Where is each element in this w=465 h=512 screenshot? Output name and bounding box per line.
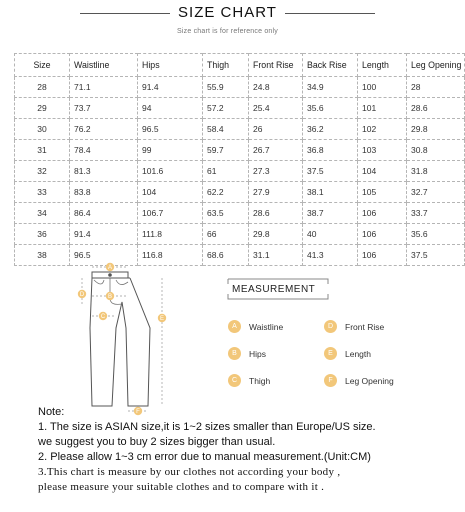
table-cell: 55.9	[203, 77, 249, 98]
column-header: Waistline	[70, 54, 138, 77]
table-cell: 38	[15, 245, 70, 266]
table-cell: 86.4	[70, 203, 138, 224]
table-cell: 111.8	[138, 224, 203, 245]
table-cell: 57.2	[203, 98, 249, 119]
table-row	[15, 77, 465, 98]
table-cell: 36	[15, 224, 70, 245]
table-cell: 31.1	[249, 245, 303, 266]
table-cell: 101	[358, 98, 407, 119]
table-row	[15, 119, 465, 140]
legend-item-front-rise	[324, 320, 384, 333]
marker-c-label: C	[100, 314, 106, 320]
table-row	[15, 182, 465, 203]
table-row	[15, 140, 465, 161]
legend-label-length: Length	[345, 348, 371, 359]
table-cell: 106.7	[138, 203, 203, 224]
marker-d-label: D	[79, 292, 85, 298]
table-cell: 63.5	[203, 203, 249, 224]
table-cell: 58.4	[203, 119, 249, 140]
table-cell: 104	[358, 161, 407, 182]
badge-d-icon: D	[324, 320, 337, 333]
legend-label-leg-opening: Leg Opening	[345, 375, 394, 386]
legend-label-waistline: Waistline	[249, 321, 284, 332]
column-header: Thigh	[203, 54, 249, 77]
table-cell: 68.6	[203, 245, 249, 266]
column-header: Size	[15, 54, 70, 77]
column-header: Hips	[138, 54, 203, 77]
table-cell: 30	[15, 119, 70, 140]
table-cell: 32.7	[407, 182, 465, 203]
table-cell: 35.6	[407, 224, 465, 245]
table-row	[15, 98, 465, 119]
note-line-4: 3.This chart is measure by our clothes not according your body ,	[38, 466, 341, 478]
table-cell: 106	[358, 224, 407, 245]
table-cell: 31.8	[407, 161, 465, 182]
legend-label-front-rise: Front Rise	[345, 321, 385, 332]
table-cell: 94	[138, 98, 203, 119]
table-cell: 59.7	[203, 140, 249, 161]
notes-title: Note:	[38, 406, 65, 418]
table-row	[15, 224, 465, 245]
table-cell: 27.9	[249, 182, 303, 203]
table-cell: 35.6	[303, 98, 358, 119]
table-cell: 41.3	[303, 245, 358, 266]
column-header: Leg Opening	[407, 54, 465, 77]
note-line-3: 2. Please allow 1~3 cm error due to manual measurement.(Unit:CM)	[38, 451, 371, 463]
table-cell: 105	[358, 182, 407, 203]
badge-e-icon: E	[324, 347, 337, 360]
table-cell: 106	[358, 245, 407, 266]
table-cell: 26	[249, 119, 303, 140]
table-header-row	[15, 54, 465, 77]
table-cell: 71.1	[70, 77, 138, 98]
page-title: SIZE CHART	[178, 4, 277, 21]
table-cell: 38.1	[303, 182, 358, 203]
marker-a-label: A	[107, 265, 113, 271]
table-cell: 73.7	[70, 98, 138, 119]
table-cell: 91.4	[70, 224, 138, 245]
note-line-1: 1. The size is ASIAN size,it is 1~2 sizes smaller than Europe/US size.	[38, 421, 376, 433]
marker-e-icon	[158, 314, 166, 322]
table-cell: 28	[407, 77, 465, 98]
table-cell: 33.7	[407, 203, 465, 224]
table-cell: 38.7	[303, 203, 358, 224]
column-header: Front Rise	[249, 54, 303, 77]
table-cell: 96.5	[138, 119, 203, 140]
legend-item-waistline	[228, 320, 283, 333]
table-cell: 99	[138, 140, 203, 161]
table-cell: 33	[15, 182, 70, 203]
size-table	[14, 53, 465, 266]
table-cell: 101.6	[138, 161, 203, 182]
badge-c-icon: C	[228, 374, 241, 387]
table-cell: 104	[138, 182, 203, 203]
table-cell: 28.6	[249, 203, 303, 224]
table-cell: 31	[15, 140, 70, 161]
table-cell: 81.3	[70, 161, 138, 182]
table-cell: 76.2	[70, 119, 138, 140]
table-cell: 32	[15, 161, 70, 182]
table-cell: 96.5	[70, 245, 138, 266]
marker-f-label: F	[136, 409, 140, 415]
table-cell: 28	[15, 77, 70, 98]
badge-a-icon: A	[228, 320, 241, 333]
marker-e-label: E	[159, 316, 165, 322]
table-cell: 100	[358, 77, 407, 98]
table-cell: 61	[203, 161, 249, 182]
table-cell: 25.4	[249, 98, 303, 119]
pants-outline	[90, 278, 150, 406]
table-cell: 34.9	[303, 77, 358, 98]
table-cell: 34	[15, 203, 70, 224]
measurement-title: MEASUREMENT	[232, 284, 316, 295]
table-row	[15, 161, 465, 182]
notes-section	[38, 406, 448, 495]
table-cell: 83.8	[70, 182, 138, 203]
column-header: Length	[358, 54, 407, 77]
table-cell: 102	[358, 119, 407, 140]
page-subtitle: Size chart is for reference only	[177, 28, 278, 35]
table-row	[15, 203, 465, 224]
table-cell: 36.2	[303, 119, 358, 140]
table-cell: 36.8	[303, 140, 358, 161]
legend-label-thigh: Thigh	[249, 375, 271, 386]
table-cell: 66	[203, 224, 249, 245]
fly-line	[107, 278, 122, 304]
table-cell: 30.8	[407, 140, 465, 161]
marker-c-icon	[99, 312, 107, 320]
marker-a-icon	[106, 263, 114, 271]
table-cell: 37.5	[407, 245, 465, 266]
legend-label-hips: Hips	[249, 348, 267, 359]
table-cell: 28.6	[407, 98, 465, 119]
table-cell: 29	[15, 98, 70, 119]
legend-item-hips	[228, 347, 266, 360]
table-cell: 62.2	[203, 182, 249, 203]
table-cell: 27.3	[249, 161, 303, 182]
table-cell: 29.8	[407, 119, 465, 140]
column-header: Back Rise	[303, 54, 358, 77]
table-cell: 40	[303, 224, 358, 245]
marker-d-icon	[78, 290, 86, 298]
pants-diagram	[70, 258, 190, 418]
marker-b-icon	[106, 292, 114, 300]
table-cell: 103	[358, 140, 407, 161]
table-cell: 24.8	[249, 77, 303, 98]
table-cell: 26.7	[249, 140, 303, 161]
note-line-2: we suggest you to buy 2 sizes bigger than usual.	[38, 436, 276, 448]
marker-b-label: B	[107, 294, 113, 300]
table-cell: 106	[358, 203, 407, 224]
legend-item-length	[324, 347, 371, 360]
table-cell: 91.4	[138, 77, 203, 98]
note-line-5: please measure your suitable clothes and to compare with it .	[38, 481, 325, 493]
table-cell: 78.4	[70, 140, 138, 161]
badge-b-icon: B	[228, 347, 241, 360]
legend-item-leg-opening	[324, 374, 394, 387]
legend-item-thigh	[228, 374, 270, 387]
table-cell: 37.5	[303, 161, 358, 182]
table-cell: 29.8	[249, 224, 303, 245]
table-cell: 116.8	[138, 245, 203, 266]
badge-f-icon: F	[324, 374, 337, 387]
